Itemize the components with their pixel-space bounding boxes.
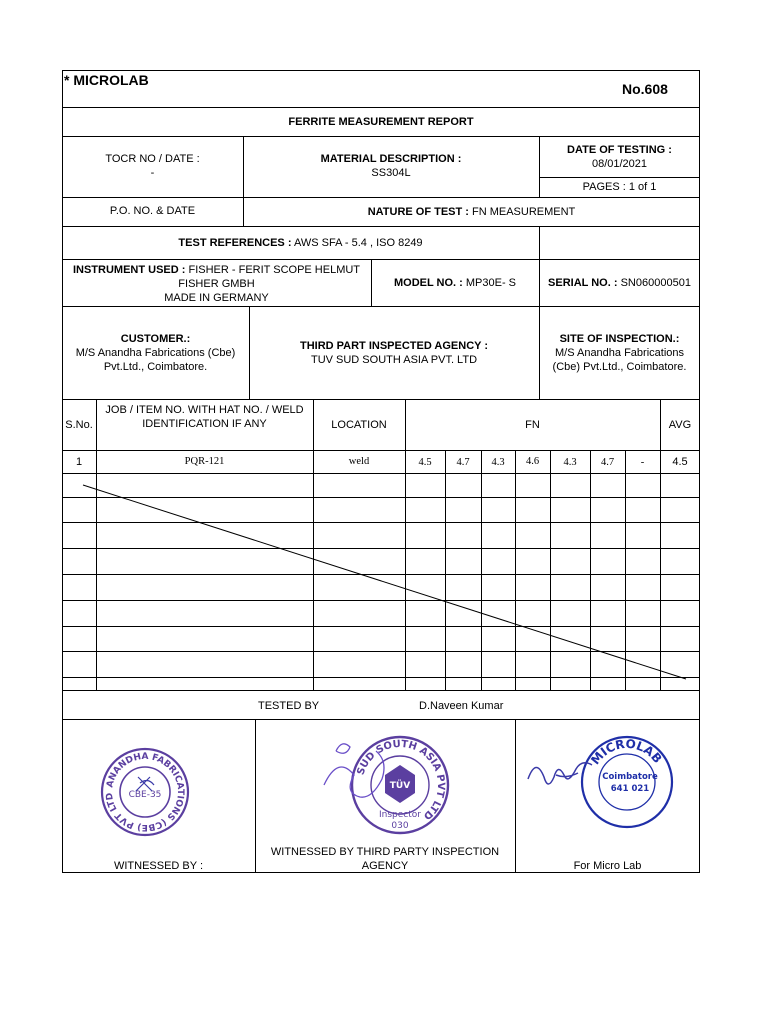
report-title: FERRITE MEASUREMENT REPORT [288, 116, 474, 128]
serial-value: SN060000501 [620, 277, 691, 289]
agency-label: THIRD PART INSPECTED AGENCY : [299, 340, 489, 352]
microlab-stamp-seal [522, 735, 692, 835]
customer-line1: M/S Anandha Fabrications (Cbe) [75, 347, 236, 359]
witnessed-by-label: WITNESSED BY : [113, 860, 204, 872]
cell-sno: 1 [75, 456, 83, 468]
model-label: MODEL NO. : [393, 277, 463, 289]
pages-count: PAGES : 1 of 1 [582, 181, 657, 193]
model-value: MP30E- S [465, 277, 517, 289]
col-header-avg: AVG [668, 419, 692, 431]
nature-value: FN MEASUREMENT [472, 206, 576, 218]
material-label: MATERIAL DESCRIPTION : [320, 153, 462, 165]
agency-value: TUV SUD SOUTH ASIA PVT. LTD [310, 354, 478, 366]
for-lab-label: For Micro Lab [573, 860, 642, 872]
test-ref-label: TEST REFERENCES : [178, 237, 292, 249]
witnessed-third-party-label: WITNESSED BY THIRD PARTY INSPECTION AGENCY [270, 846, 500, 872]
cell-fn-7: - [640, 457, 645, 468]
svg-text:Inspector: Inspector [379, 810, 421, 820]
cell-avg: 4.5 [672, 456, 688, 468]
customer-line2: Pvt.Ltd., Coimbatore. [103, 361, 208, 373]
svg-text:SUD SOUTH ASIA PVT LTD: SUD SOUTH ASIA PVT LTD [355, 738, 447, 822]
po-label: P.O. NO. & DATE [109, 205, 196, 217]
cell-fn-2: 4.7 [456, 457, 470, 468]
tocr-value: - [150, 167, 155, 179]
tuv-stamp-seal [310, 727, 460, 837]
site-line2: (Cbe) Pvt.Ltd., Coimbatore. [552, 361, 687, 373]
serial-label: SERIAL NO. : [548, 277, 618, 289]
tested-by-name: D.Naveen Kumar [419, 700, 504, 712]
customer-label: CUSTOMER.: [120, 333, 191, 345]
material-value: SS304L [371, 167, 411, 179]
cell-fn-5: 4.3 [563, 457, 577, 468]
cell-fn-4: 4.6 [525, 456, 540, 467]
instrument-label: INSTRUMENT USED : [72, 264, 186, 276]
site-label: SITE OF INSPECTION.: [559, 333, 680, 345]
svg-text:030: 030 [391, 821, 409, 831]
svg-text:ANANDHA FABRICATIONS (CBE) PVT: ANANDHA FABRICATIONS (CBE) PVT LTD [104, 751, 186, 833]
lab-name: * MICROLAB [64, 72, 149, 88]
tocr-label: TOCR NO / DATE : [105, 153, 200, 165]
instrument-line2: FISHER GMBH [178, 278, 255, 290]
svg-text:MICROLAB: MICROLAB [588, 736, 665, 768]
customer-stamp-seal [100, 747, 190, 837]
col-header-fn: FN [525, 419, 540, 431]
svg-text:TÜV: TÜV [389, 781, 411, 791]
instrument-line3: MADE IN GERMANY [164, 292, 269, 304]
cell-fn-1: 4.5 [418, 457, 432, 468]
site-line1: M/S Anandha Fabrications [554, 347, 685, 359]
test-ref-value: AWS SFA - 5.4 , ISO 8249 [293, 237, 423, 249]
svg-text:641 021: 641 021 [610, 784, 650, 794]
svg-text:Coimbatore: Coimbatore [602, 772, 658, 782]
cell-location: weld [348, 456, 370, 467]
cell-fn-3: 4.3 [491, 457, 505, 468]
report-number: No.608 [622, 81, 668, 97]
cell-job: PQR-121 [184, 456, 225, 467]
cell-fn-6: 4.7 [600, 457, 615, 468]
col-header-location: LOCATION [331, 419, 387, 431]
instrument-value: FISHER - FERIT SCOPE HELMUT [188, 264, 361, 276]
col-header-job: JOB / ITEM NO. WITH HAT NO. / WELD IDENTIFICATION IF ANY [105, 404, 304, 430]
date-value: 08/01/2021 [591, 158, 648, 170]
tested-by-label: TESTED BY [258, 700, 320, 712]
col-header-sno: S.No. [65, 419, 93, 431]
svg-text:CBE-35: CBE-35 [128, 790, 162, 800]
date-label: DATE OF TESTING : [567, 144, 672, 156]
nature-label: NATURE OF TEST : [367, 206, 469, 218]
